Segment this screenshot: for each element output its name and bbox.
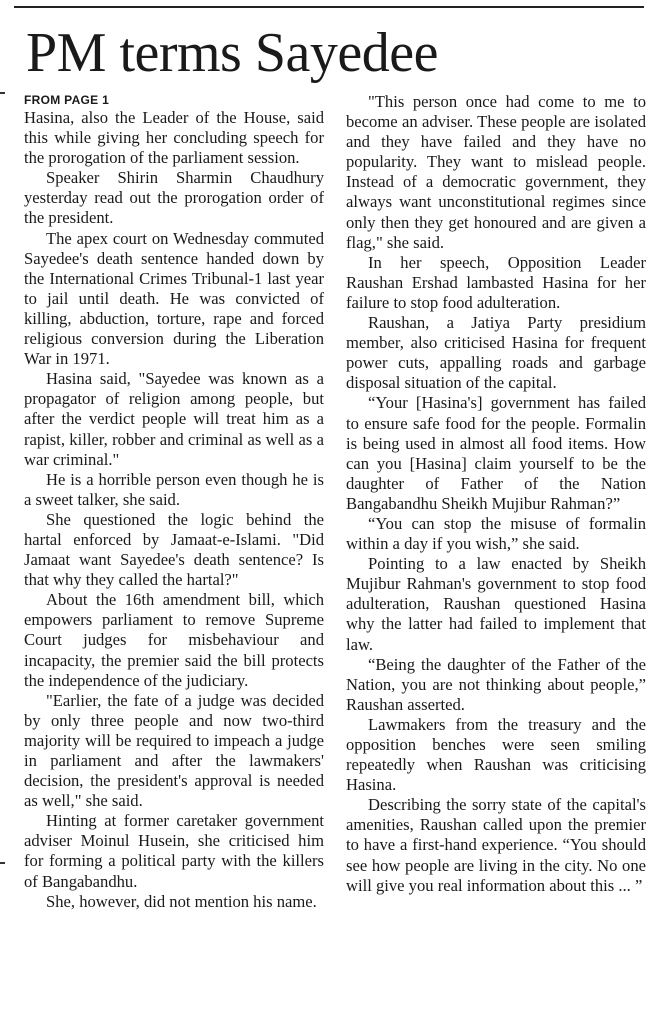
paragraph: “Being the daughter of the Father of the Nation, you are not thinking about people,” Raushan asserted. <box>346 654 646 714</box>
edge-mark <box>0 92 5 94</box>
paragraph: Speaker Shirin Sharmin Chaudhury yesterday read out the prorogation order of the president. <box>24 168 324 228</box>
paragraph: “Your [Hasina's] government has failed to ensure safe food for the people. Formalin is being used in almost all food items. How can you [Hasina] claim yourself to be the daughter of Father of the Nation Bangabandhu Sheikh Mujibur Rahman?” <box>346 393 646 513</box>
paragraph: Hasina said, "Sayedee was known as a propagator of religion among people, but after the verdict people will treat him as a rapist, killer, robber and criminal as well as a war criminal." <box>24 369 324 469</box>
paragraph: “You can stop the misuse of formalin within a day if you wish,” she said. <box>346 513 646 554</box>
left-column <box>24 92 324 912</box>
paragraph: Pointing to a law enacted by Sheikh Mujibur Rahman's government to stop food adulteration, Raushan questioned Hasina why the latter had failed to implement that law. <box>346 554 646 654</box>
top-rule <box>14 6 644 8</box>
paragraph: Raushan, a Jatiya Party presidium member, also criticised Hasina for frequent power cuts, appalling roads and garbage disposal situation of the capital. <box>346 313 646 393</box>
paragraph: Lawmakers from the treasury and the opposition benches were seen smiling repeatedly when Raushan was criticising Hasina. <box>346 714 646 795</box>
edge-mark <box>0 862 5 864</box>
jump-label: FROM PAGE 1 <box>24 93 110 107</box>
paragraph: "Earlier, the fate of a judge was decided by only three people and now two-third majority will be required to impeach a judge in parliament and after the lawmakers' decision, the president's approval is needed as well," she said. <box>24 690 324 811</box>
paragraph: Describing the sorry state of the capital's amenities, Raushan called upon the premier to have a first-hand experience. “You should see how people are living in the city. No one will give you real information about this ... ” <box>346 795 646 895</box>
headline: PM terms Sayedee <box>26 22 438 84</box>
right-column <box>346 92 646 896</box>
paragraph: She, however, did not mention his name. <box>46 891 317 911</box>
paragraph: Hasina, also the Leader of the House, said this while giving her concluding speech for the prorogation of the parliament session. <box>24 108 324 168</box>
paragraph: Hinting at former caretaker government adviser Moinul Husein, she criticised him for forming a political party with the killers of Bangabandhu. <box>24 811 324 891</box>
paragraph: He is a horrible person even though he is a sweet talker, she said. <box>24 469 324 509</box>
paragraph: The apex court on Wednesday commuted Sayedee's death sentence handed down by the International Crimes Tribunal-1 last year to jail until death. He was convicted of killing, abduction, torture, rape and forced religious conversion during the Liberation War in 1971. <box>24 228 324 369</box>
paragraph: About the 16th amendment bill, which empowers parliament to remove Supreme Court judges for misbehaviour and incapacity, the premier said the bill protects the independence of the judiciary. <box>24 590 324 690</box>
paragraph: In her speech, Opposition Leader Raushan Ershad lambasted Hasina for her failure to stop food adulteration. <box>346 252 646 312</box>
paragraph: She questioned the logic behind the hartal enforced by Jamaat-e-Islami. "Did Jamaat want Sayedee's death sentence? Is that why they called the hartal?" <box>24 509 324 590</box>
paragraph: "This person once had come to me to become an adviser. These people are isolated and they have failed and they have no popularity. They want to mislead people. Instead of a democratic government, they always want unconstitutional regimes since only then they get honoured and are given a flag," she said. <box>346 92 646 252</box>
